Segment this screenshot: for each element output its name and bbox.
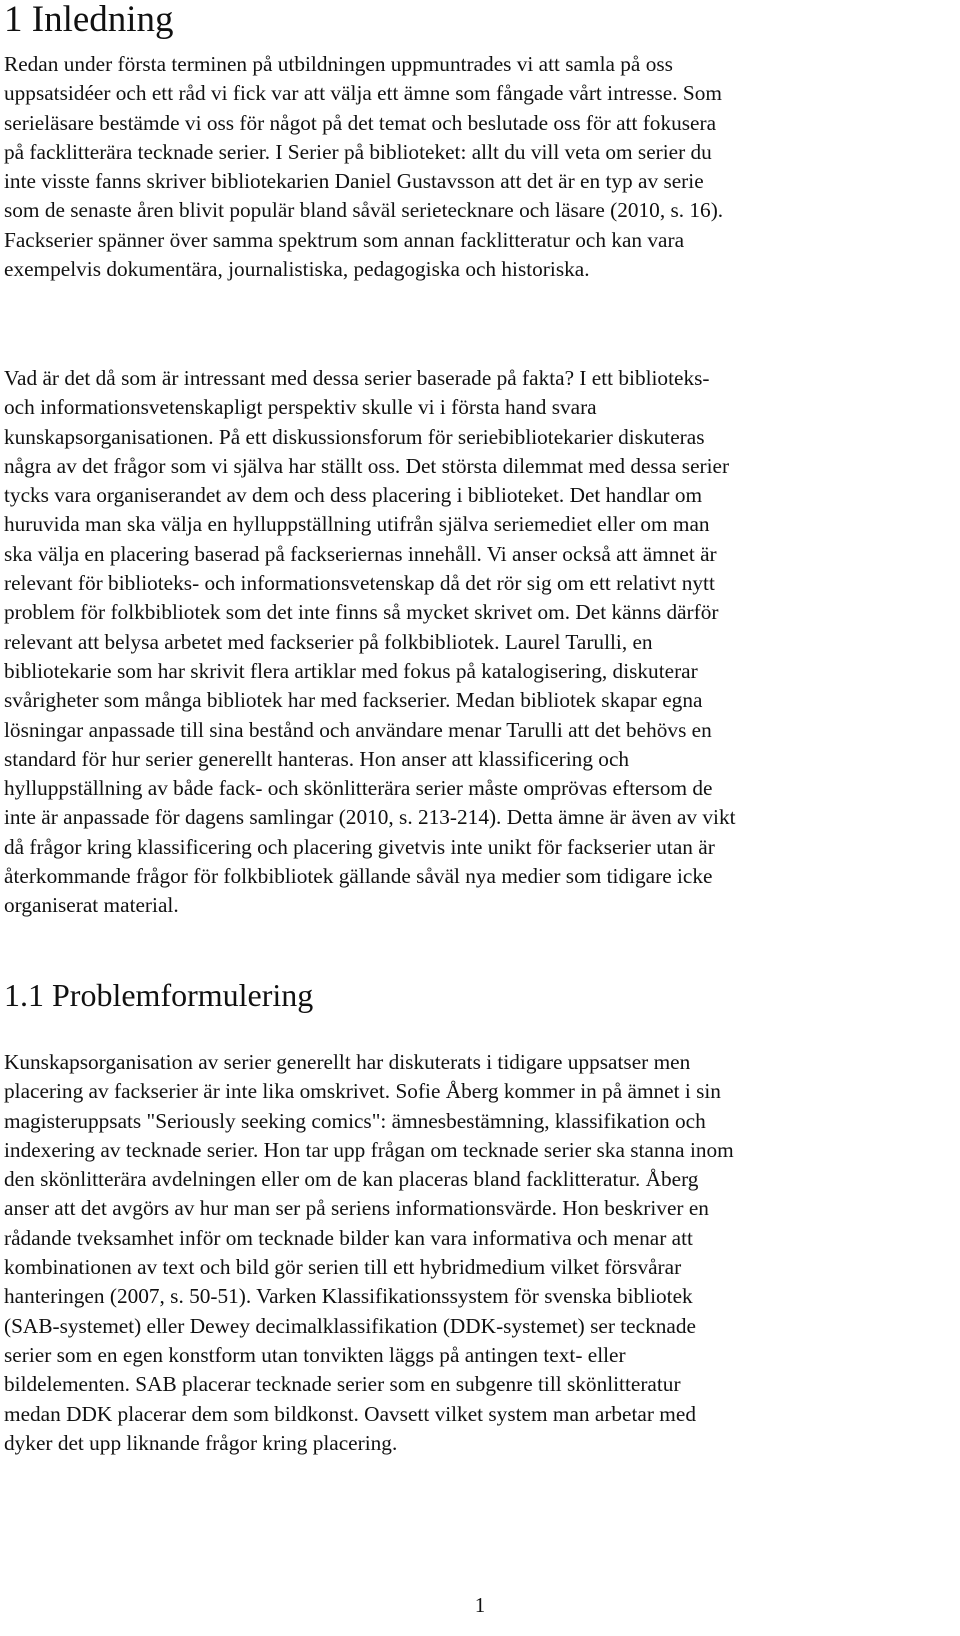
- paragraph-line: (SAB-systemet) eller Dewey decimalklassifikation (DDK-systemet) ser tecknade: [4, 1313, 696, 1338]
- paragraph-line: tycks vara organiserandet av dem och dess placering i biblioteket. Det handlar om: [4, 483, 703, 508]
- paragraph-line: lösningar anpassade till sina bestånd och användare menar Tarulli att det behövs en: [4, 717, 712, 742]
- paragraph-line: indexering av tecknade serier. Hon tar upp frågan om tecknade serier ska stanna inom: [4, 1137, 734, 1162]
- paragraph-line: huruvida man ska välja en hylluppställning utifrån själva seriemediet eller om man: [4, 512, 710, 537]
- paragraph-line: problem för folkbibliotek som det inte finns så mycket skrivet om. Det känns därför: [4, 600, 719, 625]
- paragraph-line: svårigheter som många bibliotek har med fackserier. Medan bibliotek skapar egna: [4, 688, 703, 713]
- paragraph-line: hanteringen (2007, s. 50-51). Varken Klassifikationssystem för svenska bibliotek: [4, 1284, 693, 1309]
- paragraph-line: som de senaste åren blivit populär bland såväl serietecknare och läsare (2010, s. 16).: [4, 198, 724, 223]
- heading-problemformulering: 1.1 Problemformulering: [4, 977, 314, 1013]
- paragraph-interest: [4, 364, 959, 921]
- page-number: 1: [474, 1593, 486, 1617]
- paragraph-line: Vad är det då som är intressant med dessa serier baserade på fakta? I ett biblioteks-: [4, 366, 710, 390]
- paragraph-intro: [4, 50, 959, 284]
- paragraph-line: Redan under första terminen på utbildningen uppmuntrades vi att samla på oss: [4, 52, 673, 76]
- paragraph-line: då frågor kring klassificering och placering givetvis inte unikt för fackserier utan är: [4, 834, 715, 859]
- paragraph-line: relevant för biblioteks- och informationsvetenskap då det rör sig om ett relativt nytt: [4, 571, 715, 596]
- paragraph-line: uppsatsidéer och ett råd vi fick var att välja ett ämne som fångade vårt intresse. Som: [4, 81, 722, 106]
- paragraph-line: den skönlitterära avdelningen eller om de kan placeras bland facklitteratur. Åberg: [4, 1167, 699, 1192]
- paragraph-line: placering av fackserier är inte lika omskrivet. Sofie Åberg kommer in på ämnet i sin: [4, 1079, 721, 1104]
- paragraph-line: bibliotekarie som har skrivit flera artiklar med fokus på katalogisering, diskuterar: [4, 658, 698, 683]
- paragraph-problem: [4, 1048, 959, 1458]
- paragraph-line: Fackserier spänner över samma spektrum som annan facklitteratur och kan vara: [4, 227, 685, 252]
- paragraph-line: ska välja en placering baserad på fackseriernas innehåll. Vi anser också att ämnet är: [4, 541, 717, 566]
- paragraph-line: anser att det avgörs av hur man ser på seriens informationsvärde. Hon beskriver en: [4, 1196, 709, 1221]
- paragraph-line: serier som en egen konstform utan tonvikten läggs på antingen text- eller: [4, 1342, 626, 1367]
- paragraph-line: exempelvis dokumentära, journalistiska, pedagogiska och historiska.: [4, 257, 590, 282]
- paragraph-line: organiserat material.: [4, 893, 179, 918]
- paragraph-line: hylluppställning av både fack- och skönlitterära serier måste omprövas eftersom de: [4, 776, 713, 801]
- paragraph-line: på facklitterära tecknade serier. I Serier på biblioteket: allt du vill veta om serier du: [4, 139, 712, 164]
- paragraph-line: serieläsare bestämde vi oss för något på det temat och beslutade oss för att fokusera: [4, 110, 717, 135]
- paragraph-line: och informationsvetenskapligt perspektiv skulle vi i första hand svara: [4, 395, 597, 420]
- paragraph-line: inte visste fanns skriver bibliotekarien Daniel Gustavsson att det är en typ av serie: [4, 169, 704, 194]
- paragraph-line: rådande tveksamhet inför om tecknade bilder kan vara informativa och menar att: [4, 1225, 693, 1250]
- paragraph-line: kunskapsorganisationen. På ett diskussionsforum för seriebibliotekarier diskuteras: [4, 424, 705, 449]
- paragraph-line: magisteruppsats "Seriously seeking comics": ämnesbestämning, klassifikation och: [4, 1108, 706, 1133]
- paragraph-line: standard för hur serier generellt hanteras. Hon anser att klassificering och: [4, 746, 630, 771]
- paragraph-line: bildelementen. SAB placerar tecknade serier som en subgenre till skönlitteratur: [4, 1372, 681, 1397]
- paragraph-line: Kunskapsorganisation av serier generellt har diskuterats i tidigare uppsatser men: [4, 1050, 691, 1074]
- paragraph-line: några av det frågor som vi själva har ställt oss. Det största dilemmat med dessa serier: [4, 453, 730, 478]
- paragraph-line: kombinationen av text och bild gör serien till ett hybridmedium vilket försvårar: [4, 1255, 682, 1280]
- heading-inledning: 1 Inledning: [4, 0, 174, 40]
- paragraph-line: medan DDK placerar dem som bildkonst. Oavsett vilket system man arbetar med: [4, 1401, 696, 1426]
- paragraph-line: inte är anpassade för dagens samlingar (2010, s. 213-214). Detta ämne är även av vikt: [4, 805, 736, 830]
- paragraph-line: återkommande frågor för folkbibliotek gällande såväl nya medier som tidigare icke: [4, 864, 713, 889]
- paragraph-line: dyker det upp liknande frågor kring placering.: [4, 1430, 398, 1455]
- paragraph-line: relevant att belysa arbetet med fackserier på folkbibliotek. Laurel Tarulli, en: [4, 629, 653, 654]
